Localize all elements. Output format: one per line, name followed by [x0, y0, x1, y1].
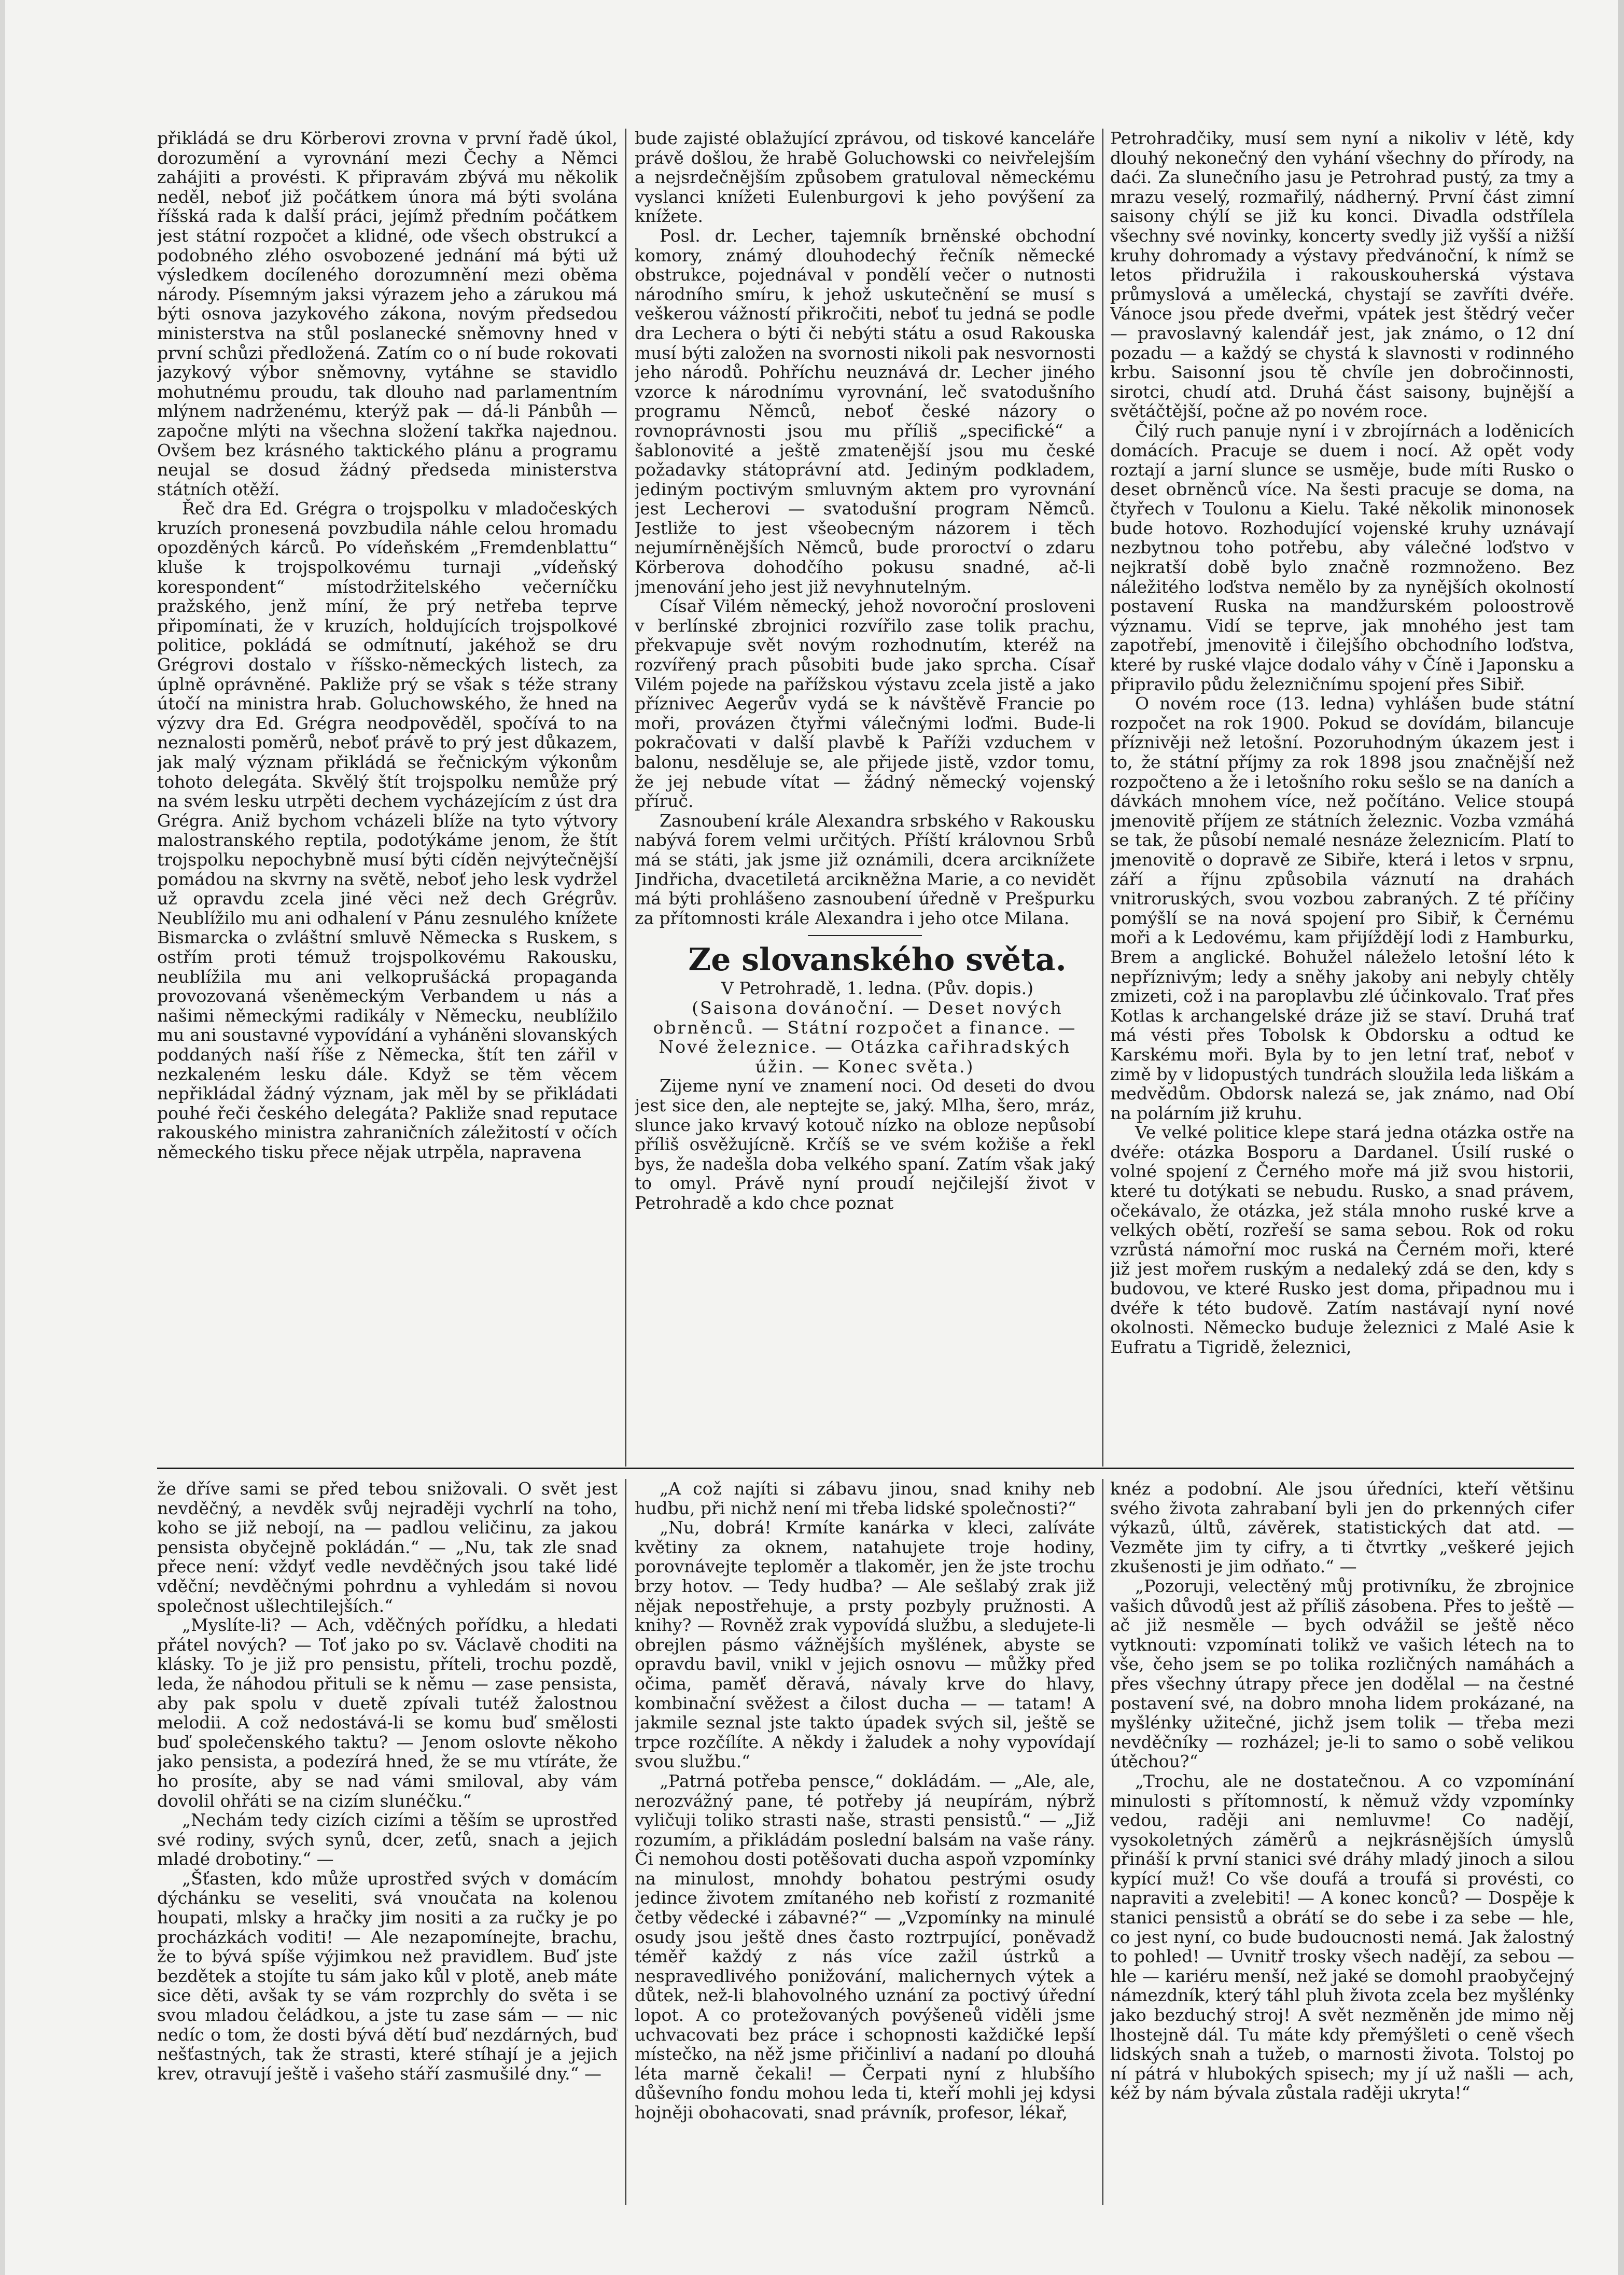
paragraph: „Šťasten, kdo může uprostřed svých v domácím dýchánku se veseliti, svá vnoučata na kolenou houpati, mlsky a hračky jim nositi a za ručky je po procházkách voditi! — Ale nezapomínejte, brachu, že to bývá spíše výjimkou než pravidlem. Buď jste bezdětek a stojíte tu sám jako kůl v plotě, aneb máte sice děti, avšak ty se vám rozprchly do světa i se svou mladou čeládkou, a jste tu zase sám — — nic nedíc o tom, že dosti bývá dětí buď nezdárných, buď nešťastných, tak že strasti, které stíhají je a jejich krev, otravují ještě i vašeho stáří zasmušilé dny.“ — [157, 1868, 618, 2084]
bottom-column-3 [1110, 1479, 1574, 2205]
bottom-column-2 [635, 1479, 1095, 2205]
paragraph: „Trochu, ale ne dostatečnou. A co vzpomínání minulosti s přítomností, k němuž vždy vzpomínky vedou, raději ani nemluvme! Co nadějí, vysokoletných záměrů a nejkrásnějších úmyslů přináší k první stanici své dráhy mladý jinoch a silou kypící muž! Co vše doufá a troufá si provésti, co napraviti a zvelebiti! — A konec konců? — Dospěje k stanici pensistů a obrátí se do sebe i za sebe — hle, co jest nyní, co bude budoucnosti nemá. Jak žalostný to pohled! — Uvnitř trosky všech nadějí, za sebou — hle — kariéru menší, než jaké se domohl praobyčejný námezdník, který táhl pluh života zcela bez myšlénky jako bezduchý stroj! A svět nezměněn jde mimo něj lhostejně dál. Tu máte kdy přemýšleti o ceně všech lidských snah a tužeb, o marnosti života. Tolstoj po ní pátrá v hlubokých spisech; my jí už našli — ach, kéž by nám bývala zůstala raději ukryta!“ [1110, 1770, 1574, 2103]
paragraph: „Patrná potřeba pensce,“ dokládám. — „Ale, ale, nerozvážný pane, té potřeby já neupírám, nýbrž vyličuji toliko strasti naše, strasti pensistů.“ — „Již rozumím, a přikládám poslední balsám na vaše rány. Či nemohou dosti potěšovati ducha aspoň vzpomínky na minulost, mnohdy bohatou pestrými osudy jedince životem zmítaného neb kořistí z rozmanité četby vědecké i zábavné?“ — „Vzpomínky na minulé osudy jsou ještě dnes často roztrpující, poněvadž téměř každý z nás více zažil ústrků a nespravedlivého ponižování, malichernych výtek a důtek, než-li blahovolného uznání za poctivý úřední lopot. A co protežovaných povýšeneů viděli jsme uchvacovati bez práce i schopnosti každičké lepší místečko, na něž jsme přičinliví a nadaní po dlouhá léta marně čekali! — Čerpati nyní z hlubšího důševního fondu mohou leda ti, kteří mohli jej kdysi hojněji obohacovati, snad právník, profesor, lékař, [635, 1770, 1095, 2123]
paragraph: „Pozoruji, velectěný můj protivníku, že zbrojnice vašich důvodů jest až příliš zásobena. Přes to ještě — ač již nesměle — bych odvážil se ještě něco vytknouti: vzpomínati tolikž ve vašich létech na to vše, čeho jsem se po tolika rozličných namáhách a přes všechny útrapy přece jen dodělal — na čestné postavení své, na dobro mnoha lidem prokázané, na myšlénky užitečné, jichž jsem tolik — třeba mezi nevděčníky — rozházel; je-li to samo o sobě velikou útěchou?“ [1110, 1575, 1574, 1772]
paragraph: bude zajisté oblažující zprávou, od tiskové kanceláře právě došlou, že hrabě Goluchowski co neivřelejším a nejsrdečnějším způsobem gratuloval německému vyslanci knížeti Eulenburgovi k jeho povýšení za knížete. [635, 129, 1095, 227]
paragraph: Zijeme nyní ve znamení noci. Od deseti do dvou jest sice den, ale neptejte se, jaký. Mlha, šero, mráz, slunce jako krvavý kotouč nízko na obloze nepůsobí příliš osvěžujícně. Krčíš se ve svém kožiše a řekl bys, že nadešla doba velkého spaní. Zatím však jaký to omyl. Právě nyní proudí nejčilejší život v Petrohradě a kdo chce poznat [635, 1076, 1095, 1213]
paragraph: „Nechám tedy cizích cizími a těším se uprostřed své rodiny, svých synů, dcer, zeťů, snach a jejich mladé drobotiny.“ — [157, 1810, 618, 1869]
section-title: Ze slovanského světa. [688, 942, 1067, 979]
page-edge-left [0, 0, 5, 2275]
column-rule [1102, 1479, 1103, 2205]
feuilleton-separator [157, 1468, 1574, 1469]
paragraph: Čilý ruch panuje nyní i v zbrojírnách a loděnicích domácích. Pracuje se duem i nocí. Až opět vody roztají a jarní slunce se usměje, bude míti Rusko o deset obrněnců více. Na šesti pracuje se doma, na čtyřech v Toulonu a Kielu. Také několik minonosek bude hotovo. Rozhodující vojenské kruhy uznávají nezbytnou toho potřebu, aby válečné loďstvo v nejkratší době bylo značně rozmnoženo. Bez náležitého loďstva nemělo by za nynějších okolností postavení Ruska na mandžurském poloostrově významu. Vidí se teprve, jak mnohého jest tam zapotřebí, jmenovitě i čilejšího obchodního loďstva, které by ruské vlajce dodalo váhy v Číně i Japonsku a připravilo půdu železničnímu spojení přes Sibiř. [1110, 420, 1574, 694]
paragraph: Petrohradčiky, musí sem nyní a nikoliv v létě, kdy dlouhý nekonečný den vyhání všechny do přírody, na daći. Za slunečního jasu je Petrohrad pustý, za tmy a mrazu veselý, rozmařilý, nádherný. První část zimní saisony chýlí se již ku konci. Divadla odstřílela všechny své novinky, koncerty svedly již vyšší a nižší kruhy dohromady a výstavy předvánoční, k nímž se letos přidružila i rakouskouherská výstava průmyslová a umělecká, chystají se zavříti dvéře. Vánoce jsou přede dveřmi, vpátek jest štědrý večer — pravoslavný kalendář jest, jak známo, o 12 dní pozadu — a každý se chystá k slavnosti v rodinného krbu. Saisonní jsou tě chvíle jen dobročinnosti, sirotci, chudí atd. Druhá část saisony, bujnější a světáčtější, počne až po novém roce. [1110, 129, 1574, 422]
paragraph: Zasnoubení krále Alexandra srbského v Rakousku nabývá forem velmi určitých. Příští královnou Srbů má se státi, jak jsme již oznámili, dcera arciknížete Jindřicha, dvacetiletá arcikněžna Marie, a co nevidět má býti prohlášeno zasnoubení úředně v Prešpurku za přítomnosti krále Alexandra i jeho otce Milana. [635, 810, 1095, 928]
top-column-3 [1110, 129, 1574, 1456]
paragraph: Ve velké politice klepe stará jedna otázka ostře na dvéře: otázka Bosporu a Dardanel. Úsilí ruské o volné spojení z Černého moře má již svou historii, které tu dotýkati se nebudu. Rusko, a snad právem, očekávalo, že otázka, jež stála mnoho ruské krve a velkých obětí, rozřeší se sama sebou. Rok od roku vzrůstá námořní moc ruská na Černém moři, které již jest mořem ruským a nedaleký zdá se den, kdy s budovou, ve které Rusko jest doma, připadnou mu i dvéře k této budově. Zatím nastávají nyní nové okolnosti. Německo buduje železnici z Malé Asie k Eufratu a Tigridě, železnici, [1110, 1122, 1574, 1357]
paragraph: přikládá se dru Körberovi zrovna v první řadě úkol, dorozumění a vyrovnání mezi Čechy a Němci zahájiti a provésti. K připravám zbývá mu několik neděl, neboť již počátkem února má býti svolána říšská rada k další práci, jejímž předním počátkem jest státní rozpočet a klidné, ode všech obstrukcí a podobného zlého osvobozené jednání má býti už výsledkem docíleného dorozumnění mezi oběma národy. Písemným jaksi výrazem jeho a zárukou má býti osnova jazykového zákona, novým předsedou ministerstva na stůl poslanecké sněmovny hned v první schůzi předložená. Zatím co o ní bude rokovati jazykový výbor sněmovny, vytáhne se stavidlo mohutnému proudu, tak dlouho nad parlamentním mlýnem nadrženému, kterýž pak — dá-li Pánbůh — započne mlýti na všechna složení takřka najednou. Ovšem bez krásného taktického plánu a programu neujal se dosud žádný předseda ministerstva státních otěží. [157, 129, 618, 499]
top-column-2 [635, 129, 1095, 1456]
paragraph: knéz a podobní. Ale jsou úředníci, kteří většinu svého života zahrabaní byli jen do prkenných cifer výkazů, últů, závěrek, statistických dat atd. — Vezměte jim ty cifry, a ti čtvrtky „veškeré jejich zkušenosti je jim odňato.“ — [1110, 1479, 1574, 1577]
section-summary: (Saisona dovánoční. — Deset nových obrněnců. — Státní rozpočet a finance. — Nové železnice. — Otázka cařihradských úžin. — Konec světa.) [653, 997, 1077, 1077]
column-rule [625, 129, 626, 1467]
paragraph: „Myslíte-li? — Ach, vděčných pořídku, a hledati přátel nových? — Toť jako po sv. Václavě choditi na klásky. To je již pro pensistu, příteli, trochu pozdě, leda, že náhodou přituli se k němu — zase pensista, aby pak spolu v duetě zpívali tutéž žalostnou melodii. A což nedostává-li se komu buď smělosti buď společenského taktu? — Jenom oslovte někoho jako pensista, a podezírá hned, že se mu vtíráte, že ho prosíte, aby se nad vámi smiloval, aby vám dovolil ohřáti se na cizím slunéčku.“ [157, 1615, 618, 1811]
paragraph: Řeč dra Ed. Grégra o trojspolku v mladočeských kruzích pronesená povzbudila náhle celou hromadu opozděných kárců. Po vídeňském „Fremdenblattu“ kluše k trojspolkovému turnaji „vídeňský korespondent“ místodržitelského večerníčku pražského, jenž míní, že prý netřeba teprve připomínati, že v kruzích, holdujících trojspolkové politice, pokládá se odmítnutí, jakéhož se dru Grégrovi dostalo v říšsko-německých listech, za úplně oprávněné. Pakliže prý se však s téže strany útočí na ministra hrab. Goluchowského, že hned na výzvy dra Ed. Grégra neodpověděl, spočívá to na neznalosti poměrů, neboť právě to prý jest důkazem, jak malý význam přikládá se řečnickým výkonům tohoto delegáta. Skvělý štít trojspolku nemůže prý na svém lesku utrpěti dechem vycházejícím z úst dra Grégra. Aniž bychom vcházeli blíže na tyto výtvory malostranského reptila, podotýkáme jenom, že štít trojspolku nepochybně musí býti cíděn nejvýtečnější pomádou na skvrny na světě, neboť jeho lesk vydržel už opravdu zcela jiné věci než dech Grégrův. Neublížilo mu ani odhalení v Pánu zesnulého knížete Bismarcka o zvláštní smluvě Německa s Ruskem, s ostřím proti témuž trojspolkovému Rakousku, neublížila mu ani velkoprušácká propaganda provozovaná všeněmeckým Verbandem u nás a našimi německými radikály v Německu, neublížilo mu ani soustavné vypovídání a vyháněni slovanských poddaných naší říše z Německa, štít ten zářil v nezkaleném lesku dále. Když se těm věcem nepřikládal žádný význam, jak měl by se přikládati pouhé řeči českého delegáta? Pakliže snad reputace rakouského ministra zahraničních záležitostí v očích německého tisku přece nějak utrpěla, napravena [157, 498, 618, 1162]
top-column-1 [157, 129, 618, 1456]
paragraph: „Nu, dobrá! Krmíte kanárka v kleci, zalíváte květiny za oknem, natahujete troje hodiny, porovnávejte teploměr a tlakoměr, jen že jste trochu brzy hotov. — Tedy hudba? — Ale sešlabý zrak již nějak nepostřehuje, a prsty pozbyly pružnosti. A knihy? — Rovněž zrak vypovídá službu, a sledujete-li obrejlen pásmo vážnějších myšlének, abyste se opravdu bavil, vnikl v jejich osnovu — můžky před očima, paměť děravá, návaly krve do hlavy, kombinační svěžest a čilost ducha — — tatam! A jakmile seznal jste takto úpadek svých sil, ještě se trpce rozčílíte. A někdy i žaludek a nohy vypovídají svou službu.“ [635, 1517, 1095, 1772]
column-rule [625, 1479, 626, 2205]
paragraph: O novém roce (13. ledna) vyhlášen bude státní rozpočet na rok 1900. Pokud se dovídám, bilancuje příznivěji než letošní. Pozoruhodným úkazem jest i to, že státní příjmy za rok 1898 jsou značnější než rozpočteno a že i letošního roku sešlo se na daních a dávkách mnohem více, než počítáno. Velice stoupá jmenovitě příjem ze státních železnic. Vozba vzmáhá se tak, že působí nemalé nesnáze železnicím. Platí to jmenovitě o dopravě ze Sibiře, která i letos v srpnu, září a říjnu způsobila váznutí na drahách vnitroruských, svou vozbou zabraných. Z té příčiny pomýšlí se na nová spojení pro Sibiř, k Černému moři a k Ledovému, kam přijíždějí lodi z Hamburku, Brem a anglické. Bohužel náleželo letošní léto k nepříznivým; ledy a sněhy jakoby ani nebyly chtěly zmizeti, což i na paroplavbu zlé účinkovalo. Trať přes Kotlas k archangelské dráze již se staví. Druhá trať má vésti přes Tobolsk k Obdorsku a odtud ke Karskému moři. Byla by to jen letní trať, neboť v zimě by v lidopustých tundrách sloužila leda liškám a medvědům. Obdorsk nalezá se, jak známo, nad Obí na polárním již kruhu. [1110, 693, 1574, 1123]
page-edge-right [1618, 0, 1624, 2275]
paragraph: že dříve sami se před tebou snižovali. O svět jest nevděčný, a nevděk svůj nejraději vychrlí na toho, koho se již nebojí, na — padlou veličinu, za jakou pensista obyčejně pokládán.“ — „Nu, tak zle snad přece není: vždyť vedle nevděčných jsou také lidé vděční; nevděčnými pohrdnu a vyhledám si novou společnost ušlechtilejších.“ [157, 1479, 618, 1616]
section-divider [808, 935, 922, 936]
column-rule [1102, 129, 1103, 1467]
paragraph: Posl. dr. Lecher, tajemník brněnské obchodní komory, známý dlouhodechý řečník německé obstrukce, pojednával v pondělí večer o nutnosti národního smíru, k jehož uskutečnění se musí s veškerou vážností přikročiti, neboť tu jedná se podle dra Lechera o býti či nebýti státu a osud Rakouska musí býti založen na svornosti nikoli pak nesvornosti jeho národů. Pohříchu neuznává dr. Lecher jiného vzorce k národnímu vyrovnání, leč svatodušního programu Němců, neboť české názory o rovnoprávnosti jsou mu příliš „specifické“ a šablonovité a ještě zmatenější jsou mu české požadavky státoprávní atd. Jediným podkladem, jediným poctivým smluvným aktem pro vyrovnání jest Lecherovi — svatodušní program Němců. Jestliže to jest všeobecným názorem i těch nejumírněnějších Němců, bude proroctví o zdaru Körberova dohodčího pokusu snadné, ač-li jmenování jeho jest již nevyhnutelným. [635, 225, 1095, 597]
paragraph: Císař Vilém německý, jehož novoroční prosloveni v berlínské zbrojnici rozvířilo zase tolik prachu, překvapuje svět novým rozhodnutím, kteréž na rozvířený prach působiti bude jako sprcha. Císař Vilém pojede na pařížskou výstavu zcela jistě a jako příznivec Aegerův vydá se k návštěvě Francie po moři, provázen čtyřmi válečnými loďmi. Bude-li pokračovati v další plavbě k Paříži vzduchem v balonu, nesděluje se, ale přijede jistě, vzdor tomu, že jej nebude vítat — žádný německý vojenský příruč. [635, 596, 1095, 812]
bottom-column-1 [157, 1479, 618, 2205]
paragraph: „A což najíti si zábavu jinou, snad knihy neb hudbu, při nichž není mi třeba lidské společnosti?“ [635, 1479, 1095, 1518]
dateline: V Petrohradě, 1. ledna. (Pův. dopis.) [721, 978, 1033, 999]
